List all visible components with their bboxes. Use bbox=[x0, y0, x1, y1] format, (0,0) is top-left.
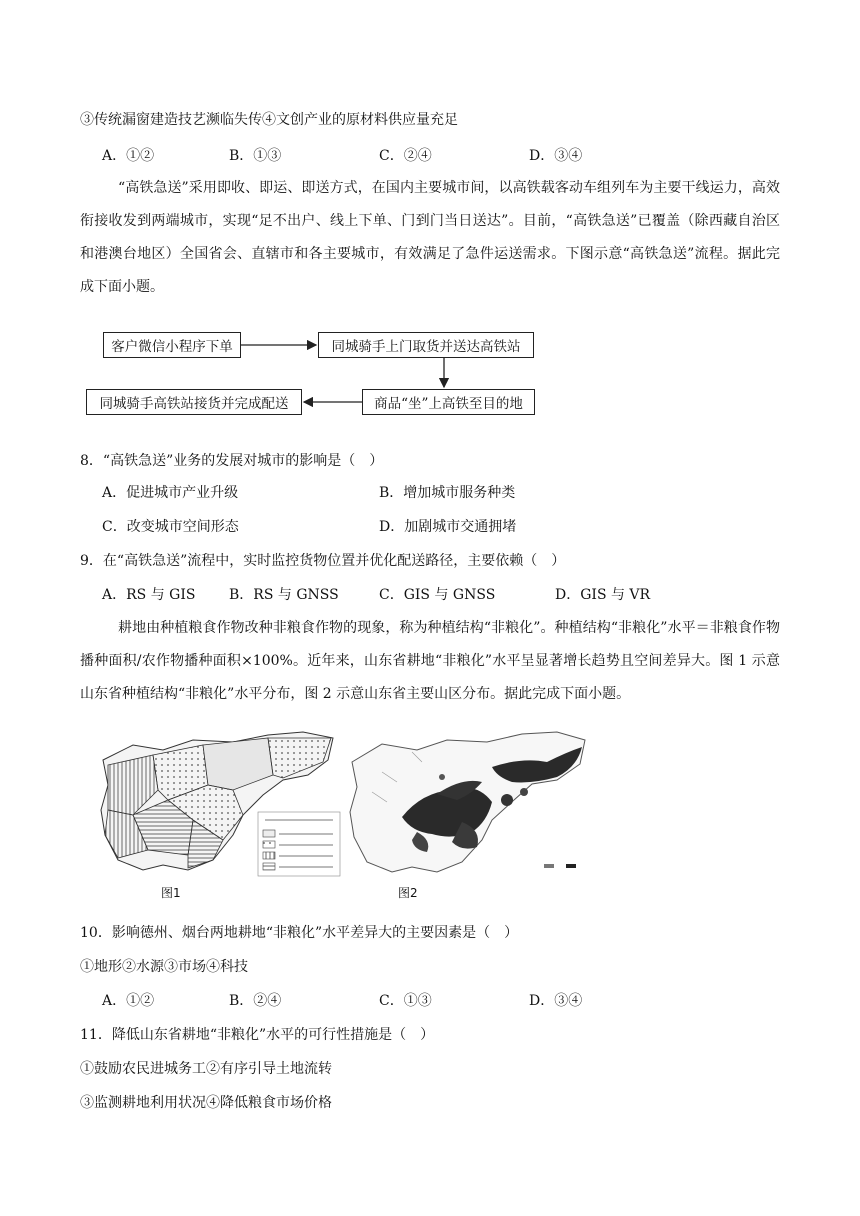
q8-option-c[interactable]: C．改变城市空间形态 bbox=[102, 519, 239, 535]
flow-step-order: 客户微信小程序下单 bbox=[103, 332, 241, 358]
q9-option-c[interactable]: C．GIS 与 GNSS bbox=[379, 587, 496, 603]
question-10-stem: 10．影响德州、烟台两地耕地“非粮化”水平差异大的主要因素是（ ） bbox=[80, 925, 519, 941]
option-c[interactable]: C．②④ bbox=[379, 148, 432, 164]
figure-1-map bbox=[93, 720, 343, 880]
option-a[interactable]: A．①② bbox=[102, 148, 155, 164]
q8-option-b[interactable]: B．增加城市服务种类 bbox=[379, 485, 516, 501]
option-b[interactable]: B．①③ bbox=[229, 148, 282, 164]
option-d[interactable]: D．③④ bbox=[529, 148, 583, 164]
q8-option-d[interactable]: D．加剧城市交通拥堵 bbox=[379, 519, 517, 535]
flow-step-pickup: 同城骑手上门取货并送达高铁站 bbox=[318, 332, 534, 358]
q10-option-a[interactable]: A．①② bbox=[102, 993, 155, 1009]
flow-arrows bbox=[0, 0, 860, 440]
question-11-measures-1: ①鼓励农民进城务工②有序引导土地流转 bbox=[80, 1061, 332, 1077]
q10-option-c[interactable]: C．①③ bbox=[379, 993, 432, 1009]
figure-2-map bbox=[342, 722, 592, 882]
figure-2-caption: 图2 bbox=[398, 886, 418, 900]
question-11-stem: 11．降低山东省耕地“非粮化”水平的可行性措施是（ ） bbox=[80, 1027, 435, 1043]
question-9-stem: 9．在“高铁急送”流程中，实时监控货物位置并优化配送路径，主要依赖（ ） bbox=[80, 553, 566, 569]
question-10-factors: ①地形②水源③市场④科技 bbox=[80, 959, 248, 975]
q10-option-d[interactable]: D．③④ bbox=[529, 993, 583, 1009]
q10-option-b[interactable]: B．②④ bbox=[229, 993, 282, 1009]
q9-option-a[interactable]: A．RS 与 GIS bbox=[102, 587, 196, 603]
statement-line: ③传统漏窗建造技艺濒临失传④文创产业的原材料供应量充足 bbox=[80, 112, 458, 128]
q9-option-b[interactable]: B．RS 与 GNSS bbox=[229, 587, 339, 603]
flow-step-delivery: 同城骑手高铁站接货并完成配送 bbox=[86, 389, 302, 415]
q9-option-d[interactable]: D．GIS 与 VR bbox=[555, 587, 651, 603]
question-8-stem: 8．“高铁急送”业务的发展对城市的影响是（ ） bbox=[80, 453, 384, 469]
passage-high-speed-rail: “高铁急送”采用即收、即运、即送方式，在国内主要城市间，以高铁载客动车组列车为主要干线运力，高效衔接收发到两端城市，实现“足不出户、线上下单、门到门当日送达”。目前，“高铁急送”已覆盖（除西藏自治区和港澳台地区）全国省会、直辖市和各主要城市，有效满足了急件运送需求。下图示意“高铁急送”流程。据此完成下面小题。 bbox=[80, 180, 780, 295]
question-11-measures-2: ③监测耕地利用状况④降低粮食市场价格 bbox=[80, 1095, 332, 1111]
figure-1-caption: 图1 bbox=[161, 886, 181, 900]
flow-step-train: 商品“坐”上高铁至目的地 bbox=[362, 389, 535, 415]
passage-non-grain: 耕地由种植粮食作物改种非粮食作物的现象，称为种植结构“非粮化”。种植结构“非粮化”水平＝非粮食作物播种面积/农作物播种面积×100%。近年来，山东省耕地“非粮化”水平呈显著增长趋势且空间差异大。图 1 示意山东省种植结构“非粮化”水平分布，图 2 示意山东省主要山区分布。据此完成下面小题。 bbox=[80, 620, 780, 702]
q8-option-a[interactable]: A．促进城市产业升级 bbox=[102, 485, 239, 501]
